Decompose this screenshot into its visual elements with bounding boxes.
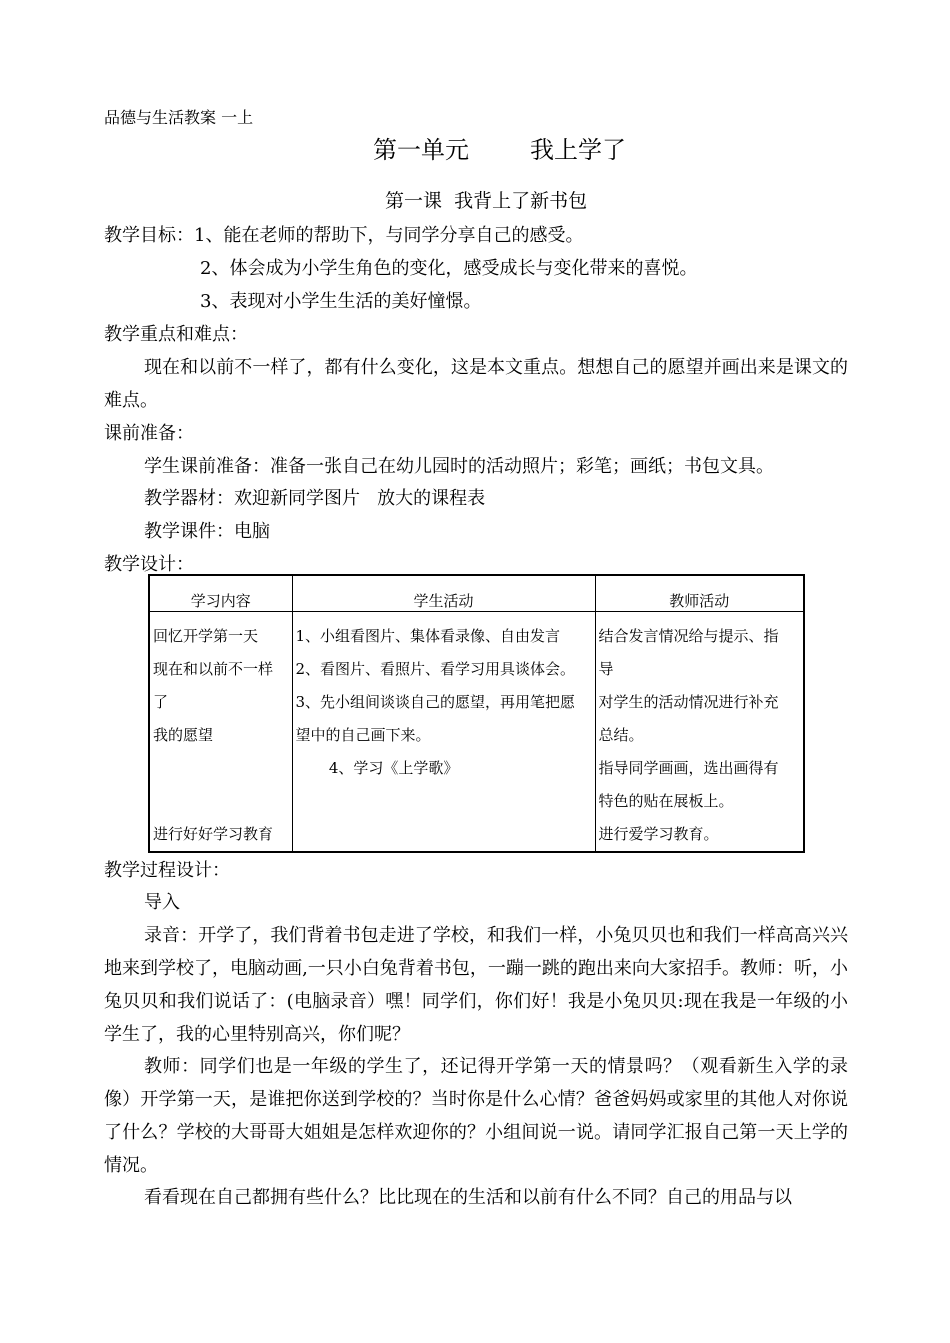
process-intro: 导入 [144, 892, 180, 913]
header-note: 品德与生活教案 一上 [104, 108, 254, 127]
content-cell [149, 612, 292, 853]
cell-line: 总结。 [598, 726, 644, 744]
goal-item: 2、体会成为小学生角色的变化，感受成长与变化带来的喜悦。 [200, 258, 698, 279]
cell-line: 我的愿望 [153, 726, 214, 744]
design-label: 教学设计： [104, 554, 194, 575]
key-points-label: 教学重点和难点： [104, 324, 248, 345]
table-row [149, 612, 804, 853]
student-activity-cell [292, 612, 595, 853]
goals-label: 教学目标： [104, 225, 194, 246]
preparation-label: 课前准备： [104, 423, 194, 444]
lesson-title: 第一课 我背上了新书包 [385, 190, 588, 212]
cell-line: 特色的贴在展板上。 [598, 792, 734, 810]
cell-line: 回忆开学第一天 [153, 627, 259, 645]
cell-line: 2、看图片、看照片、看学习用具谈体会。 [295, 660, 576, 678]
process-paragraph: 录音：开学了，我们背着书包走进了学校，和我们一样，小兔贝贝也和我们一样高高兴兴地来到学校了，电脑动画,一只小白兔背着书包，一蹦一跳的跑出来向大家招手。教师：听，小兔贝贝和我们说话了：(电脑录音）嘿！同学们，你们好！我是小兔贝贝:现在我是一年级的小学生了，我的心里特别高兴，你们呢？ [104, 925, 848, 1045]
cell-line: 1、小组看图片、集体看录像、自由发言 [295, 627, 561, 645]
cell-line: 3、先小组间谈谈自己的愿望，再用笔把愿 [295, 693, 576, 711]
student-preparation: 学生课前准备：准备一张自己在幼儿园时的活动照片；彩笔；画纸；书包文具。 [144, 456, 774, 477]
cell-line: 指导同学画画，选出画得有 [598, 759, 779, 777]
key-points-text: 现在和以前不一样了，都有什么变化，这是本文重点。想想自己的愿望并画出来是课文的难点。 [104, 357, 848, 411]
teaching-materials: 教学器材：欢迎新同学图片 放大的课程表 [144, 488, 486, 509]
teaching-courseware: 教学课件：电脑 [144, 521, 270, 542]
table-header-cell: 学习内容 [149, 575, 292, 612]
cell-line: 现在和以前不一样 [153, 660, 274, 678]
cell-line: 4、学习《上学歌》 [295, 759, 459, 777]
table-header-row [149, 575, 804, 612]
goal-item: 3、表现对小学生生活的美好憧憬。 [200, 291, 482, 312]
cell-line [153, 752, 290, 785]
process-paragraph: 教师：同学们也是一年级的学生了，还记得开学第一天的情景吗？（观看新生入学的录像）开学第一天，是谁把你送到学校的？当时你是什么心情？爸爸妈妈或家里的其他人对你说了什么？学校的大哥哥大姐姐是怎样欢迎你的？小组间说一说。请同学汇报自己第一天上学的情况。 [104, 1056, 848, 1176]
cell-line: 导 [598, 660, 614, 678]
process-paragraph: 看看现在自己都拥有些什么？比比现在的生活和以前有什么不同？自己的用品与以 [144, 1187, 792, 1208]
table-header-cell: 学生活动 [292, 575, 595, 612]
table-header-cell: 教师活动 [595, 575, 804, 612]
cell-line: 了 [153, 693, 169, 711]
cell-line: 进行爱学习教育。 [598, 825, 719, 843]
goal-item: 1、能在老师的帮助下，与同学分享自己的感受。 [194, 225, 584, 246]
teacher-activity-cell [595, 612, 804, 853]
cell-line: 结合发言情况给与提示、指 [598, 627, 779, 645]
unit-title: 第一单元 我上学了 [373, 136, 627, 164]
cell-line: 对学生的活动情况进行补充 [598, 693, 779, 711]
cell-line: 望中的自己画下来。 [295, 726, 431, 744]
cell-line: 进行好好学习教育 [153, 825, 274, 843]
cell-line [153, 785, 290, 818]
teaching-design-table [148, 574, 805, 853]
process-label: 教学过程设计： [104, 860, 230, 881]
